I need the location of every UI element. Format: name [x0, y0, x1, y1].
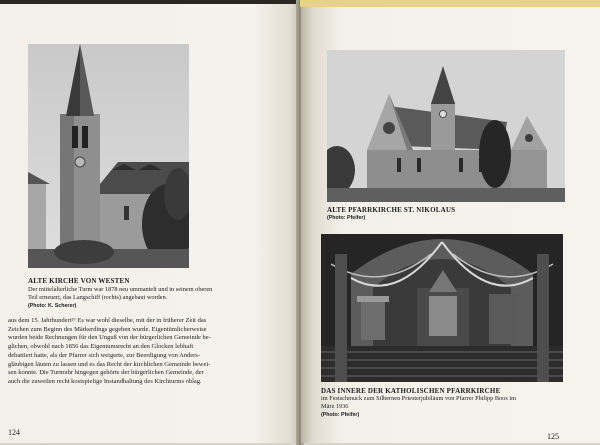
exterior-photo-credit: (Photo: Pfeifer) — [327, 215, 366, 221]
photo-caption-line-2: Teil erneuert, das Langschiff (rechts) angebaut worden. — [28, 294, 168, 301]
photo-church-interior-image — [321, 234, 563, 382]
left-page — [0, 4, 299, 443]
photo-old-church-west — [28, 44, 189, 268]
body-paragraph — [8, 317, 268, 387]
body-line: debattiert hatte, als der Pfarrer sich weigerte, zur Beerdigung von Anders- — [8, 351, 201, 359]
interior-photo-credit: (Photo: Pfeifer) — [321, 412, 360, 418]
photo-caption-title: ALTE KIRCHE VON WESTEN — [28, 277, 130, 285]
page-number-right: 125 — [547, 432, 559, 441]
exterior-caption-title: ALTE PFARRKIRCHE ST. NIKOLAUS — [327, 206, 456, 214]
book-top-edge-right — [300, 0, 600, 7]
photo-st-nikolaus-exterior-image — [327, 50, 565, 202]
body-line: glichen, obwohl nach 1856 das Eigentumsrecht an den Glocken lebhaft — [8, 343, 194, 351]
body-line: sen konnte. Die Turmuhr hingegen gehörte der bürgerlichen Gemeinde, der — [8, 369, 204, 377]
page-number-left: 124 — [8, 428, 20, 437]
photo-church-interior — [321, 234, 563, 382]
body-line: wurden beide Rechnungen für den Unguß von der bürgerlichen Gemeinde be- — [8, 334, 211, 342]
interior-caption-line-1: im Festschmuck zum Silbernen Priesterjubiläum von Pfarrer Philipp Boos im — [321, 395, 517, 402]
photo-credit: (Photo: K. Scherer) — [28, 303, 77, 309]
photo-old-church-west-image — [28, 44, 189, 268]
body-line: gläubigen läuten zu lassen und es das Recht der kirchlichen Gemeinde bewei- — [8, 360, 211, 368]
body-line: Zeichen zum Beginn des Märkerdings gegeben wurde. Eigentümlicherweise — [8, 325, 207, 333]
photo-st-nikolaus-exterior — [327, 50, 565, 202]
interior-caption-line-2: März 1936 — [321, 403, 349, 410]
photo-caption-line-1: Der mittelalterliche Turm war 1878 neu ummantelt und in seinem oberen — [28, 286, 213, 293]
right-page — [301, 4, 600, 443]
body-line: auch die zuweilen recht kostspielige Instandhaltung des Kirchturms oblag. — [8, 377, 202, 385]
interior-caption-title: DAS INNERE DER KATHOLISCHEN PFARRKIRCHE — [321, 387, 501, 395]
body-line: aus dem 15. Jahrhundert²⁶ Es war wohl dieselbe, mit der in früherer Zeit das — [8, 317, 207, 324]
